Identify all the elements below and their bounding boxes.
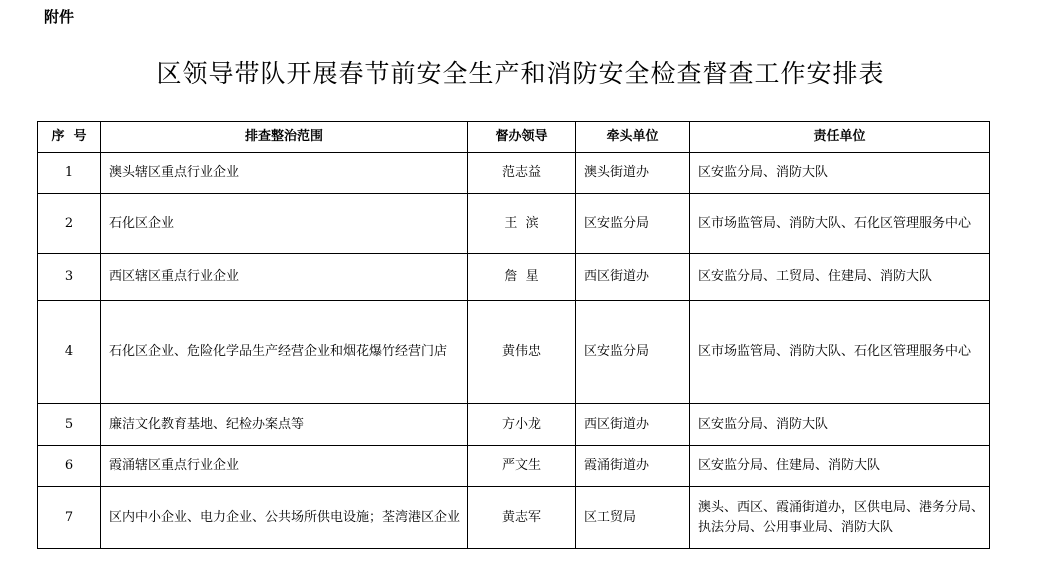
attachment-label: 附件: [44, 8, 75, 26]
table-row: [38, 194, 990, 254]
table-row: [38, 153, 990, 194]
row-leader: 王 滨: [468, 194, 576, 254]
row-number: 6: [38, 446, 101, 487]
row-responsible: 区安监分局、住建局、消防大队: [690, 446, 990, 487]
row-responsible: 区安监分局、工贸局、住建局、消防大队: [690, 254, 990, 301]
column-header-responsible: 责任单位: [690, 122, 990, 153]
row-number: 2: [38, 194, 101, 254]
row-leader: 黄志军: [468, 487, 576, 549]
row-scope: 霞涌辖区重点行业企业: [101, 446, 468, 487]
row-lead-unit: 澳头街道办: [576, 153, 690, 194]
row-leader: 严文生: [468, 446, 576, 487]
column-header-scope: 排查整治范围: [101, 122, 468, 153]
row-scope: 石化区企业、危险化学品生产经营企业和烟花爆竹经营门店: [101, 301, 468, 404]
row-leader: 方小龙: [468, 404, 576, 446]
table-header-row: [38, 122, 990, 153]
row-lead-unit: 霞涌街道办: [576, 446, 690, 487]
row-scope: 区内中小企业、电力企业、公共场所供电设施；荃湾港区企业: [101, 487, 468, 549]
row-lead-unit: 西区街道办: [576, 404, 690, 446]
table-row: [38, 254, 990, 301]
row-lead-unit: 区安监分局: [576, 301, 690, 404]
row-responsible: 区市场监管局、消防大队、石化区管理服务中心: [690, 194, 990, 254]
row-number: 7: [38, 487, 101, 549]
row-leader: 黄伟忠: [468, 301, 576, 404]
row-scope: 西区辖区重点行业企业: [101, 254, 468, 301]
row-number: 4: [38, 301, 101, 404]
row-responsible: 区市场监管局、消防大队、石化区管理服务中心: [690, 301, 990, 404]
table-row: [38, 404, 990, 446]
table-row: [38, 487, 990, 549]
row-scope: 廉洁文化教育基地、纪检办案点等: [101, 404, 468, 446]
row-scope: 石化区企业: [101, 194, 468, 254]
row-number: 3: [38, 254, 101, 301]
column-header-number: 序 号: [38, 122, 101, 153]
row-responsible: 区安监分局、消防大队: [690, 153, 990, 194]
table-row: [38, 301, 990, 404]
row-scope: 澳头辖区重点行业企业: [101, 153, 468, 194]
row-number: 1: [38, 153, 101, 194]
row-leader: 范志益: [468, 153, 576, 194]
row-responsible: 区安监分局、消防大队: [690, 404, 990, 446]
schedule-table: [37, 121, 990, 549]
row-number: 5: [38, 404, 101, 446]
row-responsible: 澳头、西区、霞涌街道办，区供电局、港务分局、执法分局、公用事业局、消防大队: [690, 487, 990, 549]
column-header-lead-unit: 牵头单位: [576, 122, 690, 153]
page-title: 区领导带队开展春节前安全生产和消防安全检查督查工作安排表: [156, 59, 885, 88]
table-row: [38, 446, 990, 487]
column-header-leader: 督办领导: [468, 122, 576, 153]
row-lead-unit: 区安监分局: [576, 194, 690, 254]
row-leader: 詹 星: [468, 254, 576, 301]
row-lead-unit: 区工贸局: [576, 487, 690, 549]
row-lead-unit: 西区街道办: [576, 254, 690, 301]
